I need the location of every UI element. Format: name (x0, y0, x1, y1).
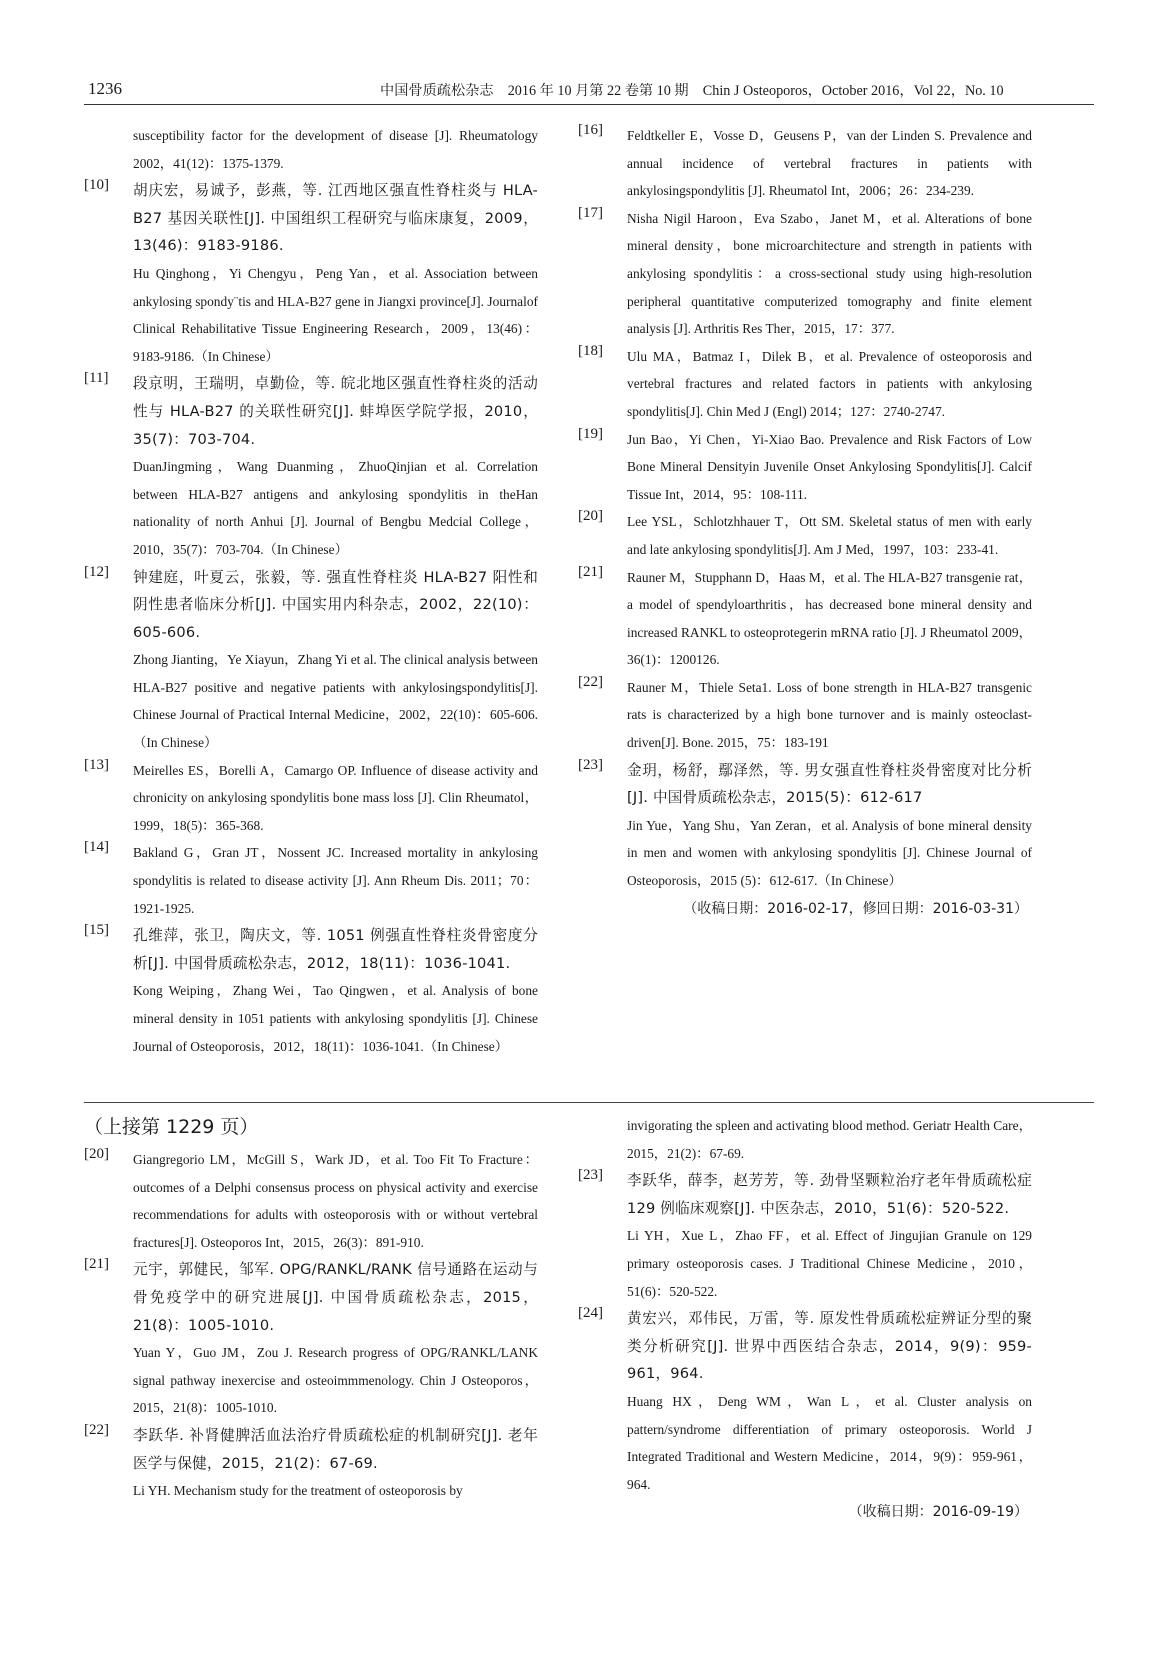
reference-number: [23] (578, 756, 603, 773)
reference-text-chinese: 金玥，杨舒，鄢泽然，等. 男女强直性脊柱炎骨密度对比分析[J]. 中国骨质疏松杂志，2015(5)：612-617 (627, 761, 1032, 807)
reference-text-english: Li YH，Xue L，Zhao FF，et al. Effect of Jingujian Granule on 129 primary osteoporosis cases. J Traditional Chinese Medicine，2010，51(6)：520-522. (627, 1228, 1032, 1299)
reference-number: [17] (578, 204, 603, 221)
reference-entry (578, 1167, 1032, 1305)
reference-text-english: Li YH. Mechanism study for the treatment of osteoporosis by (133, 1483, 463, 1499)
reference-body (627, 564, 1032, 674)
reference-text-chinese: 李跃华. 补肾健脾活血法治疗骨质疏松症的机制研究[J]. 老年医学与保健，2015，21(2)：67-69. (133, 1426, 538, 1472)
reference-body (133, 564, 538, 757)
reference-entry (84, 839, 538, 922)
reference-body (133, 122, 538, 177)
reference-number: [10] (84, 177, 109, 194)
reference-number: [12] (84, 563, 109, 580)
reference-number: [20] (84, 1146, 109, 1162)
reference-text: invigorating the spleen and activating blood method. Geriatr Health Care，2015，21(2)：67-69. (627, 1118, 1032, 1161)
reference-body (627, 508, 1032, 563)
reference-entry (84, 1146, 538, 1256)
running-header: 中国骨质疏松杂志 2016 年 10 月第 22 卷第 10 期 Chin J Osteoporos，October 2016，Vol 22，No. 10 (380, 83, 1004, 99)
reference-entry (578, 122, 1032, 205)
reference-number: [18] (578, 342, 603, 359)
reference-entry (84, 177, 538, 370)
reference-text-chinese: 李跃华，薛李，赵芳芳，等. 劲骨坚颗粒治疗老年骨质疏松症 129 例临床观察[J]. 中医杂志，2010，51(6)：520-522. (627, 1172, 1032, 1217)
reference-body (133, 177, 538, 370)
reference-continuation (84, 122, 538, 177)
reference-number: [19] (578, 425, 603, 442)
reference-continuation (578, 1112, 1032, 1167)
continued-from-heading: （上接第 1229 页） (84, 1116, 259, 1138)
reference-entry (84, 370, 538, 563)
references-column-top-right (578, 122, 1032, 923)
reference-entry (578, 757, 1032, 895)
reference-body (627, 122, 1032, 205)
reference-text-english: Zhong Jianting，Ye Xiayun，Zhang Yi et al. The clinical analysis between HLA-B27 positive and negative patients with ankylosingspondylitis[J]. Chinese Journal of Practical Internal Medicine，2002，22(10)：605-606.（In Chinese） (133, 652, 538, 751)
reference-text-english: Meirelles ES，Borelli A，Camargo OP. Influence of disease activity and chronicity on ankylosing spondylitis bone mass loss [J]. Clin Rheumatol，1999，18(5)：365-368. (133, 762, 538, 833)
section-divider (84, 1102, 1094, 1103)
reference-body (627, 1112, 1032, 1167)
reference-number: [13] (84, 756, 109, 773)
reference-body (133, 370, 538, 563)
reference-number: [16] (578, 122, 603, 138)
reference-text-english: Rauner M，Stupphann D，Haas M，et al. The HLA-B27 transgenie rat，a model of spendyloarthritis，has decreased bone mineral density and increased RANKL to osteoprotegerin mRNA ratio [J]. J Rheumatol 2009，36(1)：1200126. (627, 569, 1032, 668)
reference-body (627, 1305, 1032, 1498)
page-number: 1236 (88, 79, 122, 98)
reference-number: [14] (84, 839, 109, 856)
references-column-bottom-left (84, 1112, 538, 1505)
reference-body (627, 205, 1032, 343)
reference-body (133, 757, 538, 840)
reference-entry (578, 564, 1032, 674)
reference-entry (578, 343, 1032, 426)
reference-number: [21] (578, 563, 603, 580)
reference-body (627, 343, 1032, 426)
reference-body (133, 922, 538, 1060)
reference-number: [22] (578, 673, 603, 690)
reference-text-english: Bakland G，Gran JT，Nossent JC. Increased mortality in ankylosing spondylitis is related to disease activity [J]. Ann Rheum Dis. 2011；70：1921-1925. (133, 845, 538, 916)
reference-entry (578, 1305, 1032, 1498)
reference-entry (578, 674, 1032, 757)
reference-text: susceptibility factor for the development of disease [J]. Rheumatology 2002，41(12)：1375-1379. (133, 128, 538, 171)
reference-text-english: Giangregorio LM，McGill S，Wark JD，et al. Too Fit To Fracture：outcomes of a Delphi consensus process on physical activity and exercise recommendations for adults with osteoporosis with or without vertebral fractures[J]. Osteoporos Int，2015，26(3)：891-910. (133, 1152, 538, 1250)
reference-number: [24] (578, 1305, 603, 1322)
reference-number: [21] (84, 1256, 109, 1273)
reference-text-english: Yuan Y，Guo JM，Zou J. Research progress of OPG/RANKL/LANK signal pathway inexercise and osteoimmmenology. Chin J Osteoporos，2015，21(8)：1005-1010. (133, 1345, 538, 1416)
reference-body (133, 1422, 538, 1505)
reference-text-english: DuanJingming，Wang Duanming，ZhuoQinjian et al. Correlation between HLA-B27 antigens and ankylosing spondylitis in theHan nationality of north Anhui [J]. Journal of Bengbu Medcial College，2010，35(7)：703-704.（In Chinese） (133, 459, 538, 557)
reference-text-chinese: 孔维萍，张卫，陶庆文，等. 1051 例强直性脊柱炎骨密度分析[J]. 中国骨质疏松杂志，2012，18(11)：1036-1041. (133, 927, 538, 972)
reference-entry (578, 426, 1032, 509)
references-column-bottom-right (578, 1112, 1032, 1526)
reference-text-chinese: 黄宏兴，邓伟民，万雷，等. 原发性骨质疏松症辨证分型的聚类分析研究[J]. 世界中西医结合杂志，2014，9(9)：959-961，964. (627, 1310, 1032, 1383)
reference-entry (84, 922, 538, 1060)
reference-text-english: Nisha Nigil Haroon，Eva Szabo，Janet M，et al. Alterations of bone mineral density，bone microarchitecture and strength in patients with ankylosing spondylitis：a cross-sectional study using high-resolution peripheral quantitative computerized tomography and finite element analysis [J]. Arthritis Res Ther，2015，17：377. (627, 210, 1032, 337)
reference-entry (578, 508, 1032, 563)
reference-text-english: Jun Bao，Yi Chen，Yi-Xiao Bao. Prevalence and Risk Factors of Low Bone Mineral Densityin Juvenile Onset Ankylosing Spondylitis[J]. Calcif Tissue Int，2014，95：108-111. (627, 431, 1032, 502)
reference-text-english: Hu Qinghong，Yi Chengyu，Peng Yan，et al. Association between ankylosing spondy¨tis and HLA-B27 gene in Jiangxi province[J]. Journalof Clinical Rehabilitative Tissue Engineering Research，2009，13(46)：9183-9186.（In Chinese） (133, 265, 538, 364)
reference-text-english: Rauner M，Thiele Seta1. Loss of bone strength in HLA-B27 transgenic rats is characterized by a high bone turnover and is mainly osteoclast-driven[J]. Bone. 2015，75：183-191 (627, 679, 1032, 751)
reference-text-english: Jin Yue，Yang Shu，Yan Zeran，et al. Analysis of bone mineral density in men and women with ankylosing spondylitis [J]. Chinese Journal of Osteoporosis，2015 (5)：612-617.（In Chinese） (627, 817, 1032, 889)
reference-text-chinese: 元宇，郭健民，邹军. OPG/RANKL/RANK 信号通路在运动与骨免疫学中的研究进展[J]. 中国骨质疏松杂志，2015，21(8)：1005-1010. (133, 1261, 538, 1334)
header-rule (84, 104, 1094, 105)
reference-number: [11] (84, 370, 109, 387)
reference-number: [20] (578, 508, 603, 525)
reference-entry (578, 205, 1032, 343)
reference-number: [23] (578, 1167, 603, 1184)
reference-entry (84, 1256, 538, 1422)
reference-body (133, 839, 538, 922)
reference-body (627, 1167, 1032, 1305)
reference-body (133, 1146, 538, 1256)
reference-text-english: Lee YSL，Schlotzhhauer T，Ott SM. Skeletal status of men with early and late ankylosing spondylitis[J]. Am J Med，1997，103：233-41. (627, 514, 1032, 557)
reference-text-chinese: 胡庆宏，易诚予，彭燕，等. 江西地区强直性脊柱炎与 HLA-B27 基因关联性[J]. 中国组织工程研究与临床康复，2009，13(46)：9183-9186. (133, 182, 538, 255)
reference-number: [22] (84, 1421, 109, 1438)
reference-entry (84, 1422, 538, 1505)
reference-text-chinese: 段京明，王瑞明，卓勤俭，等. 皖北地区强直性脊柱炎的活动性与 HLA-B27 的关联性研究[J]. 蚌埠医学院学报，2010，35(7)：703-704. (133, 375, 538, 448)
reference-text-english: Ulu MA，Batmaz I，Dilek B，et al. Prevalence of osteoporosis and vertebral fractures and related factors in patients with ankylosing spondylitis[J]. Chin Med J (Engl) 2014；127：2740-2747. (627, 348, 1032, 419)
reference-body (627, 757, 1032, 895)
reference-number: [15] (84, 922, 109, 939)
received-date: （收稿日期：2016-02-17，修回日期：2016-03-31） (683, 900, 1028, 917)
reference-entry (84, 757, 538, 840)
reference-text-english: Kong Weiping，Zhang Wei，Tao Qingwen，et al. Analysis of bone mineral density in 1051 patients with ankylosing spondylitis [J]. Chinese Journal of Osteoporosis，2012，18(11)：1036-1041.（In Chinese） (133, 983, 538, 1054)
reference-body (627, 426, 1032, 509)
references-column-top-left (84, 122, 538, 1060)
reference-text-english: Feldtkeller E，Vosse D，Geusens P，van der Linden S. Prevalence and annual incidence of vertebral fractures in patients with ankylosingspondylitis [J]. Rheumatol Int，2006；26：234-239. (627, 128, 1032, 199)
received-date: （收稿日期：2016-09-19） (848, 1504, 1028, 1521)
reference-entry (84, 564, 538, 757)
reference-body (627, 674, 1032, 757)
reference-text-chinese: 钟建庭，叶夏云，张毅，等. 强直性脊柱炎 HLA-B27 阳性和阴性患者临床分析[J]. 中国实用内科杂志，2002，22(10)：605-606. (133, 568, 538, 641)
reference-text-english: Huang HX，Deng WM，Wan L，et al. Cluster analysis on pattern/syndrome differentiation of primary osteoporosis. World J Integrated Traditional and Western Medicine，2014，9(9)：959-961，964. (627, 1393, 1032, 1492)
reference-body (133, 1256, 538, 1422)
